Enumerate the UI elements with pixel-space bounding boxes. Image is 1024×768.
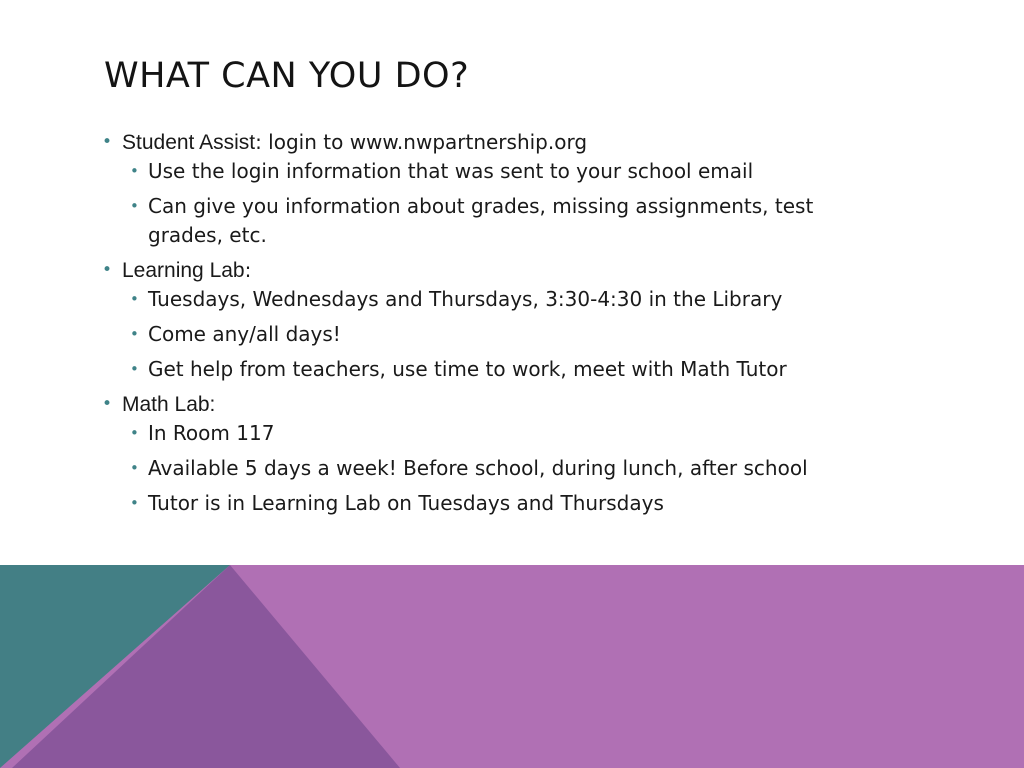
list-item — [122, 489, 880, 518]
bullet-icon: • — [130, 325, 139, 343]
bullet-list — [100, 128, 880, 518]
bullet-icon: • — [130, 360, 139, 378]
list-item — [122, 419, 880, 448]
bullet-icon: • — [130, 494, 139, 512]
list-item-text: Use the login information that was sent to your school email — [148, 159, 754, 183]
list-item — [122, 285, 880, 314]
sub-list — [122, 285, 880, 384]
bullet-icon: • — [102, 132, 113, 152]
list-item-text: Come any/all days! — [148, 322, 341, 346]
section-label: Math Lab: — [122, 393, 216, 416]
bullet-icon: • — [130, 290, 139, 308]
list-item — [122, 157, 880, 186]
list-item-text: Tuesdays, Wednesdays and Thursdays, 3:30-4:30 in the Library — [148, 287, 783, 311]
bullet-icon: • — [102, 260, 113, 280]
bullet-icon: • — [102, 394, 113, 414]
list-item — [122, 192, 880, 250]
section-math-lab — [100, 390, 880, 518]
section-label: Student Assist — [122, 131, 256, 154]
list-item-text: Tutor is in Learning Lab on Tuesdays and Thursdays — [148, 491, 664, 515]
bullet-icon: • — [130, 162, 139, 180]
sub-list — [122, 157, 880, 250]
list-item-text: In Room 117 — [148, 421, 275, 445]
section-student-assist — [100, 128, 880, 250]
slide-title: WHAT CAN YOU DO? — [104, 56, 470, 96]
section-learning-lab — [100, 256, 880, 384]
section-label-suffix: : — [244, 258, 252, 282]
list-item — [122, 320, 880, 349]
list-item — [122, 355, 880, 384]
section-label: Learning Lab — [122, 259, 245, 282]
list-item — [122, 454, 880, 483]
slide-content — [100, 128, 880, 524]
list-item-text: Available 5 days a week! Before school, during lunch, after school — [148, 456, 808, 480]
bullet-icon: • — [130, 459, 139, 477]
bullet-icon: • — [130, 424, 139, 442]
sub-list — [122, 419, 880, 518]
decorative-footer-band — [0, 565, 1024, 768]
list-item-text: Can give you information about grades, missing assignments, test grades, etc. — [148, 194, 814, 247]
list-item-text: Get help from teachers, use time to work, meet with Math Tutor — [148, 357, 787, 381]
section-label-suffix: : login to www.nwpartnership.org — [255, 130, 588, 154]
bullet-icon: • — [130, 197, 139, 215]
